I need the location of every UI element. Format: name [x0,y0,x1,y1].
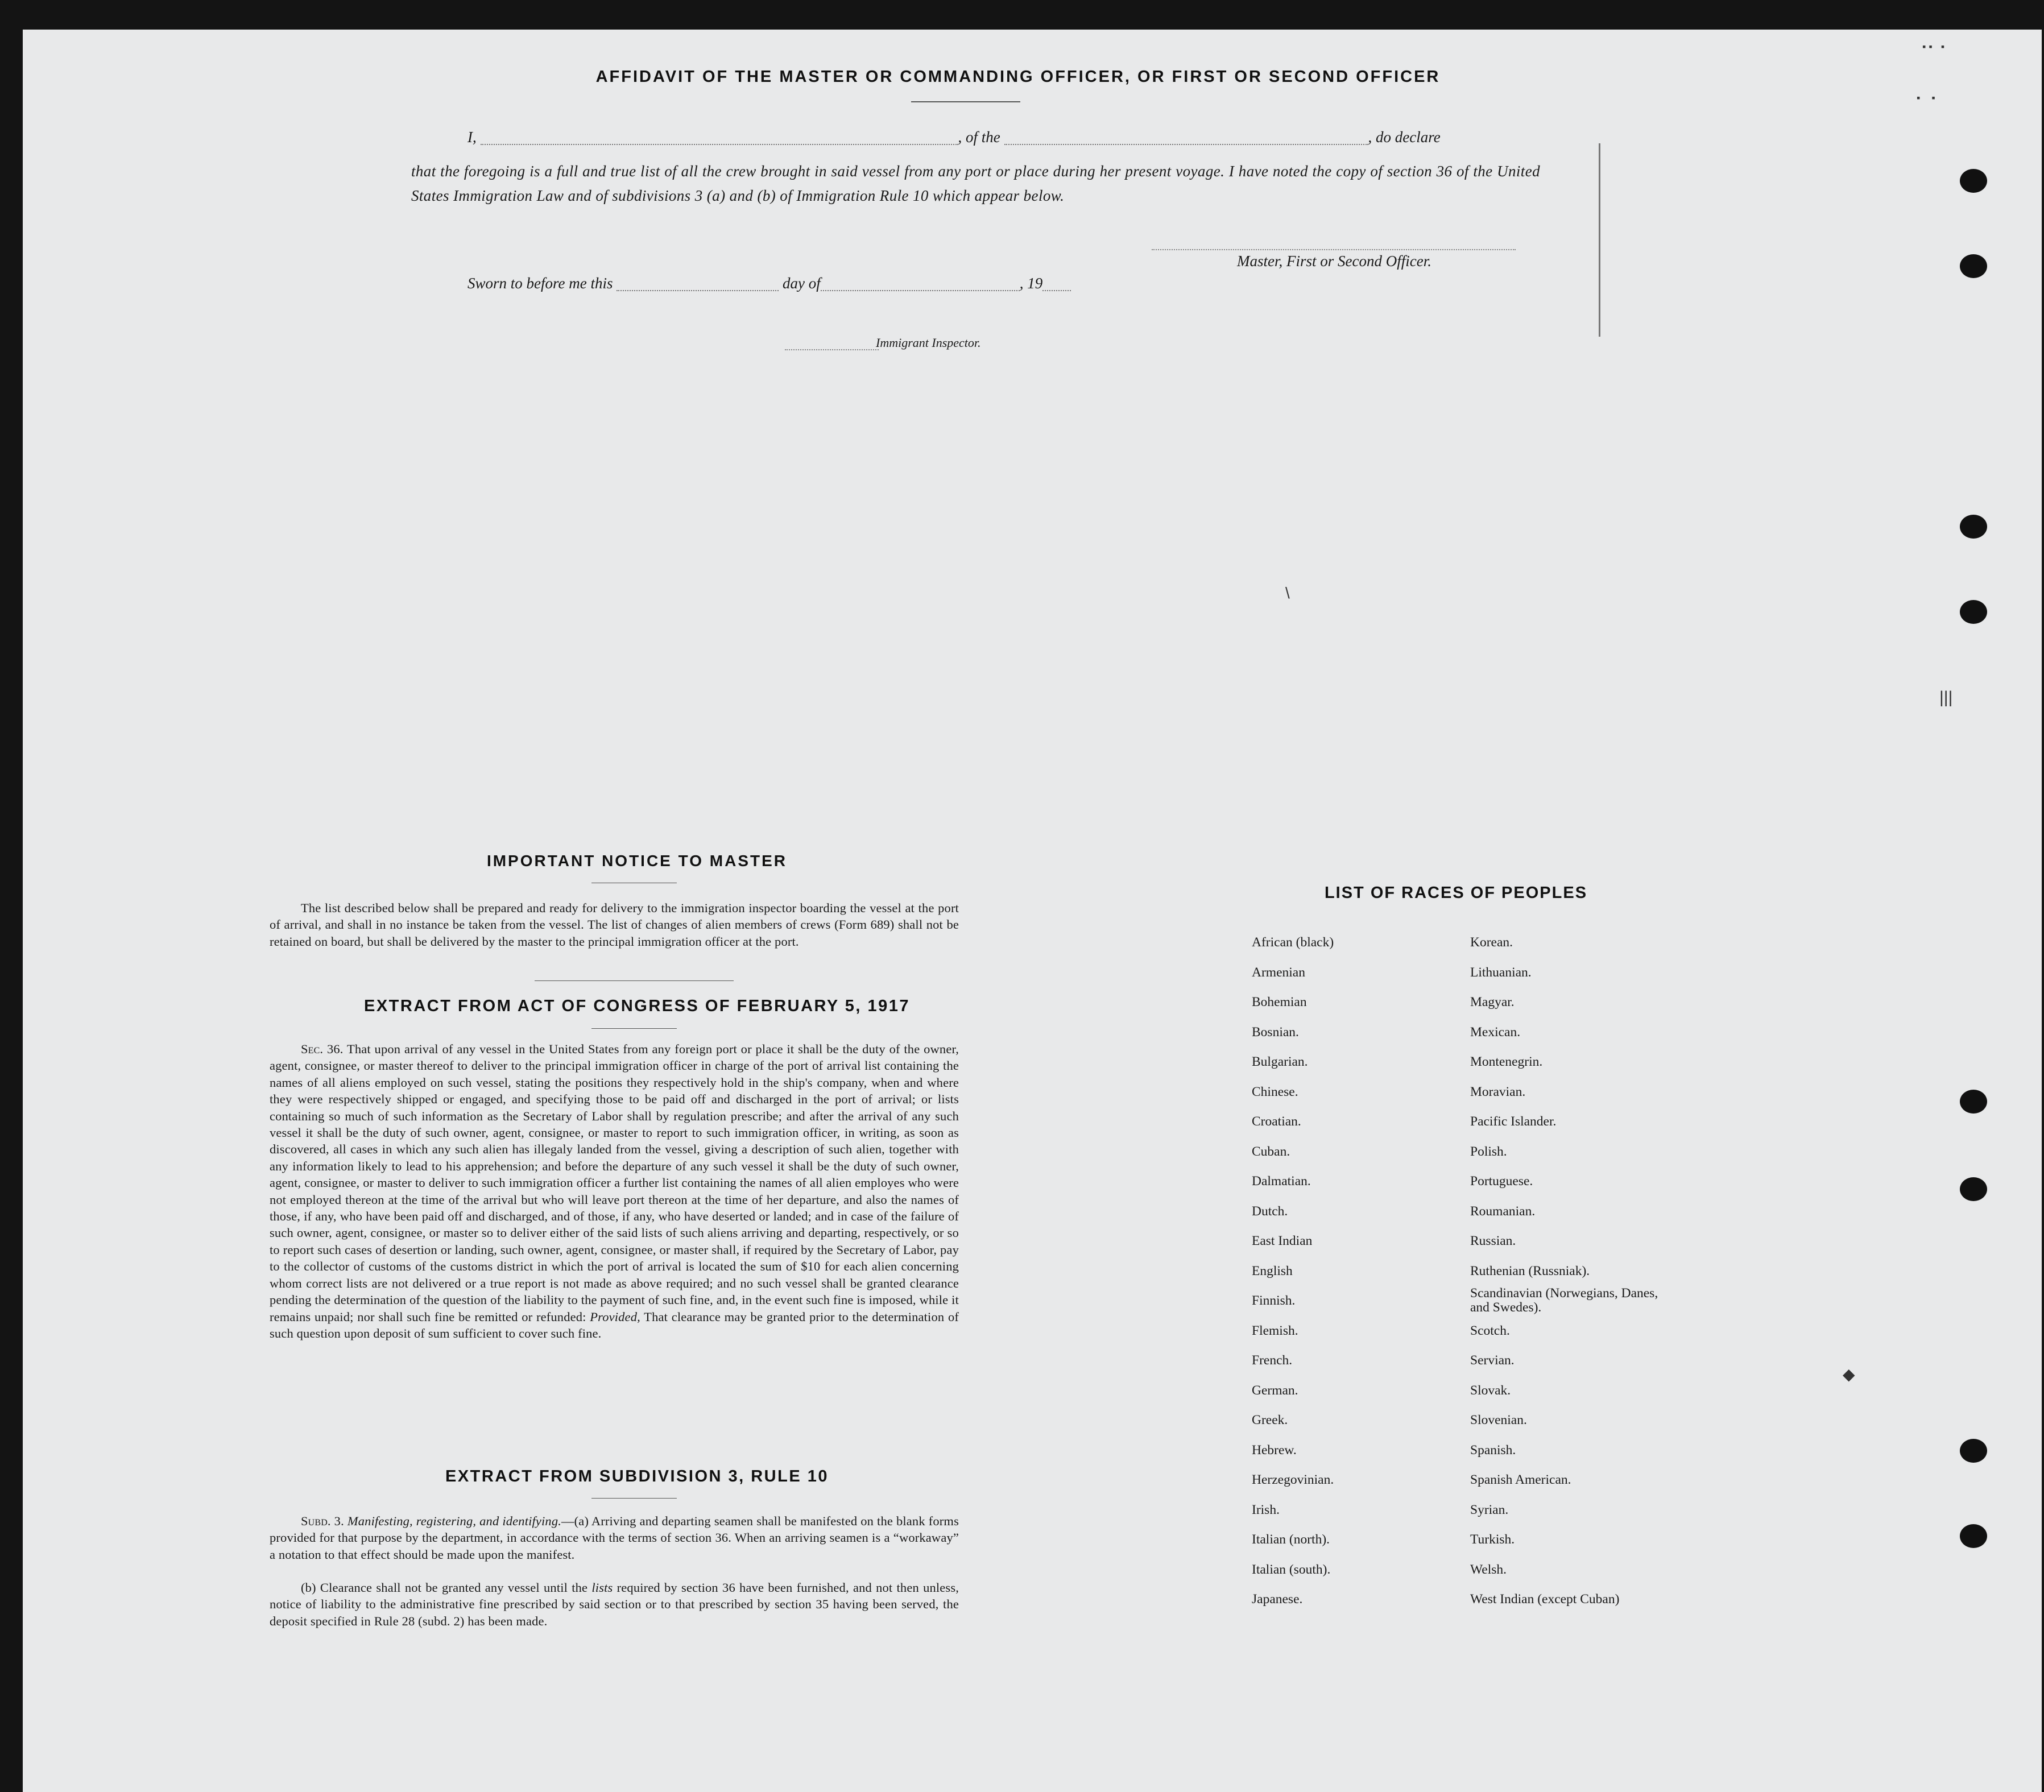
race-item: Cuban. [1252,1144,1290,1159]
affidavit-i: I, [467,129,477,146]
act-extract-title: EXTRACT FROM ACT OF CONGRESS OF FEBRUARY 5, 1917 [363,997,911,1015]
master-signature-label: Master, First or Second Officer. [1237,253,1431,270]
punch-hole [1960,1439,1987,1463]
year-blank [1042,278,1071,291]
inspector-signature-line [785,349,879,350]
race-item: Servian. [1470,1353,1515,1368]
punch-hole [1960,1090,1987,1114]
race-item: West Indian (except Cuban) [1470,1592,1620,1607]
race-item: Japanese. [1252,1592,1303,1607]
rule-extract-title: EXTRACT FROM SUBDIVISION 3, RULE 10 [445,1467,829,1485]
race-item: Herzegovinian. [1252,1472,1334,1487]
affidavit-of-the: , of the [958,129,1000,146]
master-signature-line [1152,249,1516,250]
rule-extract-text-b [270,1579,959,1629]
race-item: Dalmatian. [1252,1174,1311,1189]
affidavit-declare: , do declare [1368,129,1441,146]
race-item: Mexican. [1470,1024,1521,1040]
subd-b-label: (b) [301,1580,316,1595]
punch-hole [1960,515,1987,539]
race-item: Italian (north). [1252,1532,1330,1547]
subd-heading: Manifesting, registering, and identifying. [347,1514,562,1528]
vertical-margin-line [1599,143,1600,337]
race-item: Turkish. [1470,1532,1515,1547]
race-item: Portuguese. [1470,1174,1533,1189]
punch-hole [1960,1524,1987,1548]
section-label: Sec. 36. [301,1042,344,1056]
race-item: Irish. [1252,1502,1280,1517]
race-item: Spanish American. [1470,1472,1571,1487]
punch-hole [1960,600,1987,624]
race-item: German. [1252,1383,1298,1398]
scan-speck: ▪ ▪ ▪ [1922,41,1945,52]
race-item: Slovak. [1470,1383,1511,1398]
form-page [23,30,2042,1792]
year-prefix: , 19 [1019,275,1043,292]
section-36-text: That upon arrival of any vessel in the United States from any foreign port or place it shall be the duty of the owner, agent, consignee, or master thereof to deliver to the principal immigration officer in charge of the port of arrival list containing the names of all aliens employed on such vessel, stating the positions they respectively hold in the ship's company, when and where they were respectively shipped or engaged, and specifying those to be paid off and discharged in the port of arrival; or lists containing so much of such information as the Secretary of Labor shall by regulation prescribe; and after the arrival of any such vessel it shall be the duty of such owner, agent, consignee, or master to report to such immigration officer, in writing, as soon as discovered, all cases in which any such alien has illegaly landed from the vessel, giving a description of such alien, together with any information likely to lead to his apprehension; and before the departure of any such vessel it shall be the duty of such owner, agent, consignee, or master to deliver to such immigration officer a further list containing the names of all alien employes who were not employed thereon at the time of the arrival but who will leave port thereon at the time of her departure, and also the names of those, if any, who have been paid off and discharged, and of those, if any, who have deserted or landed; and in case of the failure of such owner, agent, consignee, or master so to deliver either of the said lists of such aliens arriving and departing, respectively, or so to report such cases of desertion or landing, such owner, agent, consignee, or master shall, if required by the Secretary of Labor, pay to the collector of customs of the customs district in which the port of arrival is located the sum of $10 for each alien concerning whom correct lists are not delivered or a true report is not made as above required; and no such vessel shall be granted clearance pending the determination of the question of the liability to the payment of such fine, and, in the event such fine is imposed, while it remains unpaid; nor shall such fine be remitted or refunded: [270,1042,959,1324]
race-item: Bosnian. [1252,1024,1299,1040]
act-divider [591,1028,677,1029]
subd-b-text-2: required by section 36 have been furnished, and not then unless, notice of liability to the administrative fine prescribed by said section or to that prescribed by section 35 having been served, the deposit specified in Rule 28 (subd. 2) has been made. [270,1580,959,1628]
act-extract-text [270,1041,959,1342]
rule-extract-text-a [270,1513,959,1563]
race-item: English [1252,1263,1293,1278]
race-item: Korean. [1470,935,1513,950]
race-item: Russian. [1470,1234,1516,1248]
race-item: Flemish. [1252,1323,1298,1338]
race-item: Croatian. [1252,1114,1301,1129]
vessel-blank [1004,131,1368,145]
punch-hole [1960,1177,1987,1201]
race-item: Italian (south). [1252,1562,1331,1577]
notice-text [270,900,959,950]
race-item: Montenegrin. [1470,1054,1543,1069]
title-divider [911,101,1020,102]
day-of-text: day of [783,275,821,292]
subd-b-lists: lists [591,1580,613,1595]
race-item: Welsh. [1470,1562,1507,1577]
rule-divider [591,1498,677,1499]
race-item: Polish. [1470,1144,1507,1159]
punch-hole [1960,169,1987,193]
notice-title: IMPORTANT NOTICE TO MASTER [486,852,788,870]
race-item: Moravian. [1470,1084,1526,1099]
affidavit-title: AFFIDAVIT OF THE MASTER OR COMMANDING OFFICER, OR FIRST OR SECOND OFFICER [595,68,1441,86]
race-item: East Indian [1252,1234,1313,1248]
race-item: French. [1252,1353,1293,1368]
notice-paragraph: The list described below shall be prepared and ready for delivery to the immigration inspector boarding the vessel at the port of arrival, and shall in no instance be taken from the vessel. The list of changes of alien members of crews (Form 689) shall not be retained on board, but shall be delivered by the master to the principal immigration officer at the port. [270,901,959,949]
race-item: Scotch. [1470,1323,1510,1338]
races-title: LIST OF RACES OF PEOPLES [1324,884,1588,902]
subd-a-text: Arriving and departing seamen shall be manifested on the blank forms provided for that purpose by the department, in accordance with the terms of section 36. When an arriving seamen is a “workaway” a notation to that effect should be made upon the manifest. [270,1514,959,1562]
day-blank [616,278,779,291]
race-item: African (black) [1252,935,1334,950]
punch-hole [1960,254,1987,278]
inspector-label: Immigrant Inspector. [876,336,981,350]
race-item: Finnish. [1252,1293,1296,1308]
scan-speck: \ [1285,584,1290,602]
race-item: Spanish. [1470,1442,1516,1458]
sworn-text: Sworn to before me this [467,275,613,292]
race-item: Hebrew. [1252,1442,1297,1458]
sworn-line [467,276,1071,291]
race-item: Dutch. [1252,1203,1288,1219]
provided-word: Provided, [590,1309,640,1324]
race-item: Magyar. [1470,995,1515,1009]
scan-speck: ▪ ▪ [1917,92,1935,104]
subd-label: Subd. 3. [301,1514,344,1528]
affidavit-first-line [467,130,1441,145]
race-item: Slovenian. [1470,1413,1527,1427]
race-item: Greek. [1252,1413,1288,1427]
race-item: Syrian. [1470,1502,1509,1517]
race-item: Bulgarian. [1252,1054,1308,1069]
affidavit-body: that the foregoing is a full and true list of all the crew brought in said vessel from any port or place during her present voyage. I have noted the copy of section 36 of the United States Immigration Law and of subdivisions 3 (a) and (b) of Immigration Rule 10 which appear below. [411,163,1540,204]
section-36-text-end: That clearance may be granted prior to the determination of such question upon deposit of sum sufficient to cover such fine. [270,1309,959,1340]
race-item: Lithuanian. [1470,965,1532,980]
name-blank [481,131,958,145]
scan-speck: ◆ [1843,1365,1855,1383]
race-item: Chinese. [1252,1084,1298,1099]
race-item: Scandinavian (Norwegians, Danes, and Swedes). [1470,1286,1658,1315]
race-item: Armenian [1252,965,1305,980]
race-item: Roumanian. [1470,1203,1536,1219]
race-item: Pacific Islander. [1470,1114,1557,1129]
month-blank [821,278,1020,291]
scan-speck: ||| [1939,688,1953,707]
subd-b-text-1: Clearance shall not be granted any vessel until the [320,1580,588,1595]
subd-a-label: —(a) [561,1514,589,1528]
race-item: Bohemian [1252,995,1307,1009]
act-top-divider [535,980,734,981]
race-item: Ruthenian (Russniak). [1470,1263,1590,1278]
